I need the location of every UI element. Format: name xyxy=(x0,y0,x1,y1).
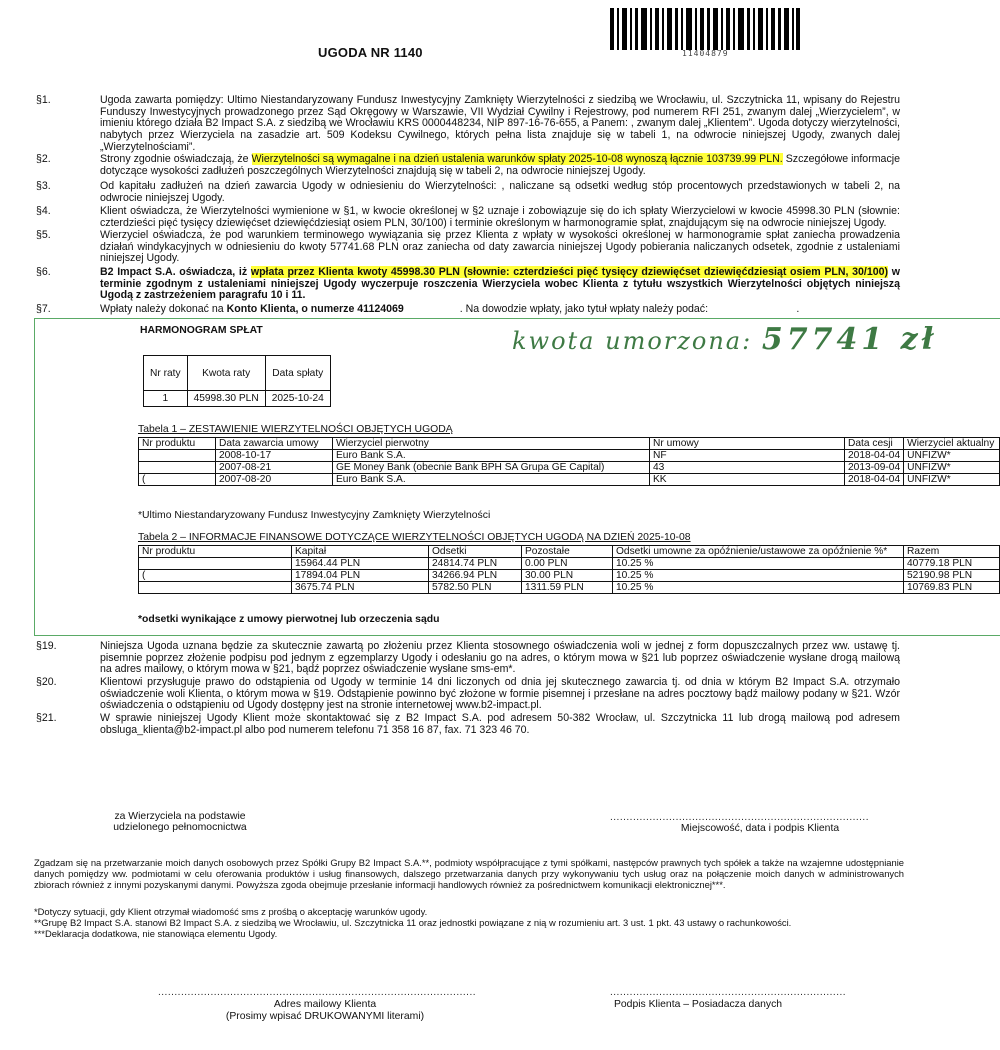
table-header-cell: Razem xyxy=(904,546,1000,558)
paragraph-number: §7. xyxy=(36,303,51,315)
table-header-cell: Nr produktu xyxy=(139,438,216,450)
text-run: B2 Impact S.A. oświadcza, iż xyxy=(100,266,251,278)
table-cell: 45998.30 PLN xyxy=(187,391,265,407)
schedule-table xyxy=(143,355,331,407)
paragraph-number: §1. xyxy=(36,94,51,106)
table-header-cell: Wierzyciel aktualny xyxy=(904,438,1000,450)
table-cell: 24814.74 PLN xyxy=(429,558,522,570)
table-cell: 10.25 % xyxy=(613,558,904,570)
text-run: Strony zgodnie oświadczają, że xyxy=(100,153,252,165)
table-cell: 17894.04 PLN xyxy=(292,570,429,582)
table-header-cell: Data cesji xyxy=(845,438,904,450)
table-cell: UNFIZW* xyxy=(904,462,1000,474)
paragraph-text xyxy=(100,267,900,302)
table2-footnote: *odsetki wynikające z umowy pierwotnej lub orzeczenia sądu xyxy=(138,614,440,625)
table-cell: ( xyxy=(139,474,216,486)
paragraph-text: Wierzyciel oświadcza, że pod warunkiem terminowego wywiązania się przez Klienta z wpłaty w wysokości określonej w harmonogramie spłat zaniecha prowadzenia działań windykacyjnych w odniesieniu do kwoty 57741.68 PLN oraz zaniecha od daty zawarcia niniejszej Ugody pobierania naliczanych odsetek, zgodnie z ustaleniami niniejszej Ugody. xyxy=(100,229,900,265)
footnote: **Grupę B2 Impact S.A. stanowi B2 Impact S.A. z siedzibą we Wrocławiu, ul. Szczytnicka 11 oraz jednostki powiązane z nią w rozumieniu art. 3 ust. 1 pkt. 43 ustawy o rachunkowości. xyxy=(34,917,792,928)
table-header-cell: Odsetki umowne za opóźnienie/ustawowe za opóźnienie %* xyxy=(613,546,904,558)
paragraph-number: §5. xyxy=(36,229,51,241)
highlighted-text: Wierzytelności są wymagalne i na dzień ustalenia warunków spłaty 2025-10-08 wynoszą łącznie 103739.99 PLN. xyxy=(251,153,783,165)
table-header-row xyxy=(139,438,1000,450)
account-number: Konto Klienta, o numerze 41124069 xyxy=(226,303,404,315)
paragraph-text: Niniejsza Ugoda uznana będzie za skutecznie zawartą po złożeniu przez Klienta stosownego oświadczenia woli w jednej z form dopuszczalnych przez ww. ustawę tj. pisemnie poprzez złożenie podpisu pod jednym z egzemplarzy Ugody i odesłaniu go na adres, o którym mowa w §21 lub poprzez oświadczenie wysłane drogą mailową na adres mailowy, o którym mowa w §21, bądź poprzez oświadczenie wysłane sms-em*. xyxy=(100,640,900,676)
barcode-number: 11404879 xyxy=(682,49,729,58)
table-cell: Euro Bank S.A. xyxy=(333,474,650,486)
paragraph-text: W sprawie niniejszej Ugody Klient może skontaktować się z B2 Impact S.A. pod adresem 50-382 Wrocław, ul. Szczytnicka 11 lub drogą mailową pod adresem obsluga_klienta@b2-impact.pl albo pod numerem telefonu 71 358 16 87, fax. 71 323 46 70. xyxy=(100,712,900,736)
table2-caption: Tabela 2 – INFORMACJE FINANSOWE DOTYCZĄCE WIERZYTELNOŚCI OBJĘTYCH UGODĄ NA DZIEŃ 2025-10-08 xyxy=(138,532,691,543)
table-cell: 52190.98 PLN xyxy=(904,570,1000,582)
footnote: *Dotyczy sytuacji, gdy Klient otrzymał wiadomość sms z prośbą o akceptację warunków ugody. xyxy=(34,906,428,917)
table-cell: 10769.83 PLN xyxy=(904,582,1000,594)
table-cell: 15964.44 PLN xyxy=(292,558,429,570)
table-cell: 34266.94 PLN xyxy=(429,570,522,582)
table-cell: UNFIZW* xyxy=(904,474,1000,486)
paragraph-number: §19. xyxy=(36,640,57,652)
handwritten-label: kwota umorzona: xyxy=(512,327,753,355)
table1-caption: Tabela 1 – ZESTAWIENIE WIERZYTELNOŚCI OBJĘTYCH UGODĄ xyxy=(138,424,453,435)
table-cell: 1 xyxy=(144,391,188,407)
table-cell: 40779.18 PLN xyxy=(904,558,1000,570)
table-cell: ( xyxy=(139,570,292,582)
table-cell: 1311.59 PLN xyxy=(522,582,613,594)
table-cell xyxy=(139,582,292,594)
consent-text: Zgadzam się na przetwarzanie moich danych osobowych przez Spółki Grupy B2 Impact S.A.**, podmioty współpracujące z tymi spółkami, następców prawnych tych spółek a także na wzajemne udostępnianie danych pomiędzy ww. podmiotami w celu oferowania produktów i usług finansowych, dalszego przetwarzania danych przy wykonywaniu tych usług oraz na połączenie moich danych w administrowanych zbiorach również z innymi pozyskanymi danymi. Powyższa zgoda obejmuje przesłanie informacji handlowych również za pośrednictwem komunikacji elektronicznej***. xyxy=(34,857,904,890)
paragraph-number: §3. xyxy=(36,180,51,192)
table-cell: 2008-10-17 xyxy=(216,450,333,462)
paragraph-number: §20. xyxy=(36,676,57,688)
paragraph-number: §6. xyxy=(36,266,51,278)
table-row xyxy=(144,391,331,407)
table-header-cell: Nr produktu xyxy=(139,546,292,558)
holder-signature-label: Podpis Klienta – Posiadacza danych xyxy=(613,999,783,1010)
email-label: Adres mailowy Klienta xyxy=(273,999,377,1010)
table-cell: 2018-04-04 xyxy=(845,474,904,486)
table-header-row xyxy=(139,546,1000,558)
paragraph-text xyxy=(100,304,900,316)
table-row xyxy=(139,558,1000,570)
table-cell: 2025-10-24 xyxy=(265,391,330,407)
table-cell: 30.00 PLN xyxy=(522,570,613,582)
table-header-cell: Nr raty xyxy=(144,356,188,391)
table-cell: 2007-08-20 xyxy=(216,474,333,486)
text-run: Szczegółowe informacje dotyczące wysokości zadłużeń poszczególnych Wierzytelności znajdują się w tabeli 2, na odwrocie niniejszej Ugody. xyxy=(100,153,900,177)
table-cell: Euro Bank S.A. xyxy=(333,450,650,462)
table-cell: UNFIZW* xyxy=(904,450,1000,462)
text-run: Wpłaty należy dokonać na xyxy=(100,303,227,315)
table-row xyxy=(139,450,1000,462)
table-cell: 10.25 % xyxy=(613,570,904,582)
table-row xyxy=(139,474,1000,486)
table-cell: 5782.50 PLN xyxy=(429,582,522,594)
table1-footnote: *Ultimo Niestandaryzowany Fundusz Inwestycyjny Zamknięty Wierzytelności xyxy=(138,510,491,521)
email-line: ................................................................................................. xyxy=(158,987,476,998)
table1 xyxy=(138,437,1000,486)
table-cell: 2007-08-21 xyxy=(216,462,333,474)
schedule-title: HARMONOGRAM SPŁAT xyxy=(140,325,263,336)
handwritten-amount: 57741 zł xyxy=(761,322,938,357)
table-header-cell: Nr umowy xyxy=(650,438,845,450)
table-cell: 3675.74 PLN xyxy=(292,582,429,594)
table-cell xyxy=(139,462,216,474)
table-header-cell: Wierzyciel pierwotny xyxy=(333,438,650,450)
table-cell: GE Money Bank (obecnie Bank BPH SA Grupa GE Capital) xyxy=(333,462,650,474)
table2 xyxy=(138,545,1000,594)
document-title: UGODA NR 1140 xyxy=(318,45,423,60)
table-cell: 2018-04-04 xyxy=(845,450,904,462)
text-run: . Na dowodzie wpłaty, jako tytuł wpłaty należy podać: . xyxy=(403,303,800,315)
table-cell xyxy=(139,558,292,570)
paragraph-text xyxy=(100,154,900,177)
table-header-row xyxy=(144,356,331,391)
table-cell xyxy=(139,450,216,462)
paragraph-text: Od kapitału zadłużeń na dzień zawarcia Ugody w odniesieniu do Wierzytelności: , naliczane są odsetki według stóp procentowych przedstawionych w tabeli 2, na odwrocie niniejszej Ugody. xyxy=(100,180,900,204)
table-header-cell: Odsetki xyxy=(429,546,522,558)
paragraph-text: Klient oświadcza, że Wierzytelności wymienione w §1, w kwocie określonej w §2 uznaje i zobowiązuje się do ich spłaty Wierzycielowi w kwocie 45998.30 PLN (słownie: czterdzieści pięć tysięcy dziewięćset dziewięćdziesiąt osiem PLN, 30/100) i terminie określonym w harmonogramie spłat, znajdującym się na odwrocie niniejszej Ugody. xyxy=(100,205,900,229)
table-cell: NF xyxy=(650,450,845,462)
signature-line: ............................................................................... xyxy=(610,812,869,823)
paragraph-number: §21. xyxy=(36,712,57,724)
table-header-cell: Pozostałe xyxy=(522,546,613,558)
highlighted-text: wpłata przez Klienta kwoty 45998.30 PLN (słownie: czterdzieści pięć tysięcy dziewięćset dziewięćdziesiąt osiem PLN, 30/100) xyxy=(250,266,889,278)
table-header-cell: Kapitał xyxy=(292,546,429,558)
table-cell: 0.00 PLN xyxy=(522,558,613,570)
creditor-signature-label: za Wierzyciela na podstawie udzielonego pełnomocnictwa xyxy=(113,811,247,833)
table-cell: KK xyxy=(650,474,845,486)
email-hint: (Prosimy wpisać DRUKOWANYMI literami) xyxy=(225,1011,425,1022)
text-run: w terminie zgodnym z ustaleniami niniejszej Ugody wyczerpuje roszczenia Wierzyciela wobec Klienta z tytułu wszystkich Wierzytelności objętych niniejszą Ugodą z zastrzeżeniem paragrafu 10 i 11. xyxy=(100,266,900,302)
paragraph-text: Klientowi przysługuje prawo do odstąpienia od Ugody w terminie 14 dni liczonych od dnia jej skutecznego zawarcia tj. od dnia w którym B2 Impact S.A. otrzymało oświadczenie woli Klienta, o którym mowa w §19. Odstąpienie powinno być złożone w formie pisemnej i przesłane na adres pocztowy bądź mailowy podany w §21. Wzór oświadczenia o odstąpieniu od Ugody dostępny jest na stronie internetowej www.b2-impact.pl. xyxy=(100,676,900,712)
table-cell: 43 xyxy=(650,462,845,474)
table-row xyxy=(139,462,1000,474)
table-header-cell: Data spłaty xyxy=(265,356,330,391)
holder-signature-line: ........................................................................ xyxy=(610,987,847,998)
paragraph-number: §4. xyxy=(36,205,51,217)
table-header-cell: Data zawarcia umowy xyxy=(216,438,333,450)
paragraph-number: §2. xyxy=(36,153,51,165)
footnote: ***Deklaracja dodatkowa, nie stanowiąca elementu Ugody. xyxy=(34,928,278,939)
table-cell: 10.25 % xyxy=(613,582,904,594)
table-cell: 2013-09-04 xyxy=(845,462,904,474)
paragraph-text: Ugoda zawarta pomiędzy: Ultimo Niestandaryzowany Fundusz Inwestycyjny Zamknięty Wierzytelności z siedzibą we Wrocławiu, ul. Szczytnicka 11, wpisany do Rejestru Funduszy Inwestycyjnych prowadzonego przez Sąd Okręgowy w Warszawie, VII Wydział Cywilny i Rejestrowy, pod numerem RFI 251, zwanym dalej „Wierzycielem”, w imieniu którego działa B2 Impact S.A. z siedzibą we Wrocławiu KRS 0000448234, NIP 897-16-76-655, a Panem: , zwanym dalej „Klientem”. Ugoda dotyczy wierzytelności, nabytych przez Wierzyciela na zasadzie art. 509 Kodeksu Cywilnego, których pełna lista znajduje się w tabeli 1, na odwrocie niniejszej Ugody, zwanych dalej „Wierzytelnościami”. xyxy=(100,94,900,153)
barcode-icon xyxy=(610,8,800,50)
table-row xyxy=(139,582,1000,594)
handwritten-note xyxy=(512,322,937,357)
client-signature-label: Miejscowość, data i podpis Klienta xyxy=(680,823,840,834)
table-row xyxy=(139,570,1000,582)
table-header-cell: Kwota raty xyxy=(187,356,265,391)
